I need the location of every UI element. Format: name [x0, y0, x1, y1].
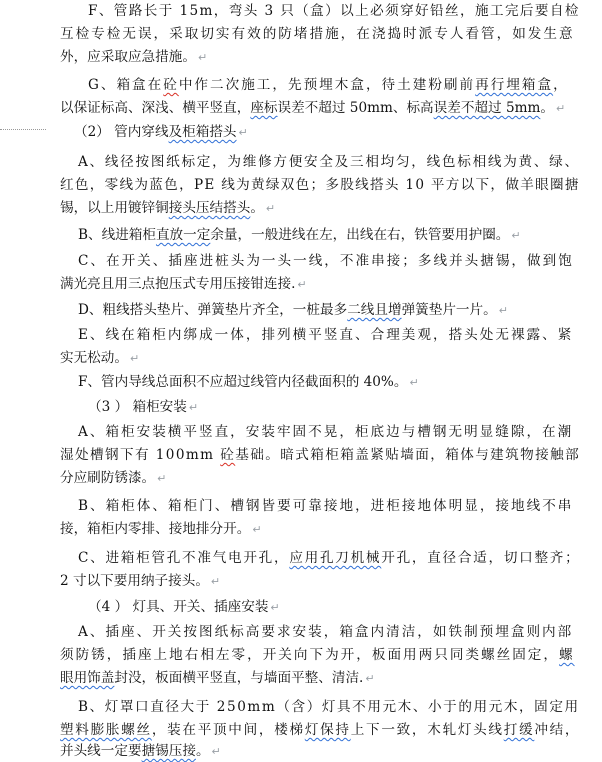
line-text: D、粗线搭头垫片、弹簧垫片齐全，一桩最多 [78, 302, 348, 318]
text-line [60, 47, 207, 67]
text-line [78, 422, 573, 442]
line-text: A、插座、开关按图纸标高要求安装，箱盒内清洁，如铁制预埋盒则内部 [78, 624, 574, 640]
paragraph-mark-icon: ↵ [252, 523, 262, 536]
text-line [88, 1, 580, 21]
text-line [78, 622, 573, 642]
line-text: B、箱柜体、箱柜门、槽钢皆要可靠接地，进柜接地体明显，接地线不串 [78, 498, 574, 514]
text-line [88, 597, 280, 617]
paragraph-mark-icon: ↵ [129, 352, 140, 365]
line-text: C、进箱柜管孔不准气电开孔， [78, 550, 290, 566]
paragraph-mark-icon: ↵ [270, 601, 280, 614]
line-text: 外，应采取应急措施。 [60, 49, 196, 65]
text-line [88, 75, 569, 95]
line-text: F、管内导线总面积不应超过线管内径截面积的 40%。 [78, 374, 408, 390]
text-line [78, 372, 419, 392]
line-text: A、箱柜安装横平竖直，安装牢固不晃，柜底边与槽钢无明显缝隙，在潮 [78, 424, 574, 440]
underlined-text: 座标 [250, 100, 278, 116]
paragraph-mark-icon: ↵ [238, 126, 248, 139]
line-text: 分应刷防锈漆。 [60, 470, 156, 486]
line-text: 误差不超过 50mm、标高 [277, 100, 434, 116]
line-text: C、在开关、插座进桩头为一头一线，不准串接；多线并头搪锡，做到饱 [78, 253, 574, 269]
text-line [78, 152, 580, 172]
line-text: 互检专检无误，采取切实有效的防堵措施，在浇捣时派专人看管，如发生意 [60, 26, 575, 42]
line-text: 满光亮且用三点抱压式专用压接钳连接. [60, 276, 296, 292]
section-divider-dots [0, 129, 46, 130]
line-text: 。 [250, 200, 264, 216]
underlined-text: 眼用饰盖 [60, 670, 115, 686]
text-line [88, 397, 198, 417]
line-text: 红色，零线为蓝色，PE 线为黄绿双色；多股线搭头 10 平方以下，做羊眼圈搪 [60, 177, 580, 193]
line-text: 并头线一定要 [60, 743, 142, 759]
line-text: 余量，一般进线在左，出线在右，铁管要用护圈。 [210, 227, 510, 243]
text-line [78, 251, 574, 271]
underlined-text: 灯保持 [304, 722, 351, 738]
text-line [60, 668, 375, 688]
text-line [60, 445, 580, 465]
text-line [74, 122, 248, 142]
line-text: 弹簧垫片一片。 [401, 302, 497, 318]
line-text: 实无松动。 [60, 350, 128, 366]
underlined-text: 螺 [559, 647, 575, 663]
text-line [60, 198, 275, 218]
paragraph-mark-icon: ↵ [210, 575, 221, 588]
paragraph-mark-icon: ↵ [265, 202, 276, 215]
line-text: 2 寸以下要用纳子接头。 [60, 573, 209, 589]
paragraph-mark-icon: ↵ [365, 672, 375, 685]
line-text: A、线径按图纸标定，为维修方便安全及三相均匀，线色标相线为黄、绿、 [78, 154, 580, 170]
paragraph-mark-icon: ↵ [297, 278, 307, 291]
underlined-text: 塑料膨胀螺丝 [60, 722, 152, 738]
underlined-text: 再行埋箱盒 [475, 77, 554, 93]
text-line [60, 741, 221, 761]
line-text: 。 [540, 100, 554, 116]
text-line [60, 519, 262, 539]
underlined-text: 直放一定 [155, 227, 211, 243]
line-text: 基础。暗式箱柜箱盖紧贴墙面，箱体与建筑物接触部 [235, 447, 581, 463]
text-line [60, 24, 575, 44]
text-line [78, 548, 580, 568]
underlined-text: 及柜箱搭头 [168, 124, 237, 140]
underlined-text: 打缓 [503, 722, 535, 738]
line-text: 接，箱柜内零排、接地排分开。 [60, 521, 251, 537]
text-line [60, 175, 580, 195]
text-line [60, 98, 565, 118]
paragraph-mark-icon: ↵ [498, 304, 508, 317]
paragraph-mark-icon: ↵ [555, 102, 566, 115]
text-line [60, 645, 575, 665]
line-text: ，装在平顶中间，楼梯 [151, 722, 305, 738]
line-text: ， [553, 77, 569, 93]
text-line [78, 300, 508, 320]
line-text: 。 [195, 743, 210, 759]
line-text: 开孔，直径合适，切口整齐； [381, 550, 581, 566]
line-text: （2） 管内穿线 [74, 124, 169, 140]
line-text: 封没，板面横平竖直，与墙面平整、清洁. [114, 670, 364, 686]
underlined-text: 搪锡压接 [141, 743, 196, 759]
text-line [60, 720, 580, 740]
underlined-text: 应用孔刀机械 [289, 550, 382, 566]
paragraph-mark-icon: ↵ [188, 401, 199, 414]
paragraph-mark-icon: ↵ [211, 745, 221, 758]
line-text: B、灯罩口直径大于 250mm（含）灯具不用元木、小于的用元木，固定用 [78, 699, 580, 715]
underlined-text: 接头压结搭头 [168, 200, 251, 216]
line-text: （4 ） 灯具、开关、插座安装 [88, 599, 269, 615]
text-line [60, 571, 220, 591]
line-text: 湿处槽钢下有 100mm [60, 447, 221, 463]
paragraph-mark-icon: ↵ [157, 472, 167, 485]
text-line [78, 496, 573, 516]
text-line [60, 274, 307, 294]
line-text: （3 ） 箱柜安装 [88, 399, 187, 415]
line-text: G、箱盒在 [88, 77, 164, 93]
line-text: B、线进箱柜 [78, 227, 156, 243]
text-line [78, 697, 580, 717]
paragraph-mark-icon: ↵ [197, 51, 208, 64]
text-line [60, 468, 166, 488]
paragraph-mark-icon: ↵ [409, 376, 419, 389]
underlined-text: 误差不超过 5mm [433, 100, 541, 116]
paragraph-mark-icon: ↵ [511, 229, 521, 242]
text-line [60, 348, 139, 368]
underlined-text: 砼 [220, 447, 236, 463]
text-line [78, 325, 573, 345]
line-text: F、管路长于 15m，弯头 3 只（盒）以上必须穿好铅丝，施工完后要自检 [88, 3, 580, 19]
text-line [78, 225, 521, 245]
line-text: 冲结， [534, 722, 581, 738]
line-text: 须防锈，插座上地右相左零，开关向下为开，板面用两只同类螺丝固定， [60, 647, 559, 663]
underlined-text: 砼 [163, 77, 179, 93]
line-text: 中作二次施工，先预埋木盒，待土建粉刷前 [178, 77, 476, 93]
line-text: 上下一致，木轧灯头线 [350, 722, 504, 738]
line-text: 锡，以上用镀锌铜 [60, 200, 169, 216]
line-text: 以保证标高、深浅、横平竖直， [60, 100, 251, 116]
underlined-text: 二线且增 [347, 302, 402, 318]
line-text: E、线在箱柜内绑成一体，排列横平竖直、合理美观，搭头处无裸露、紧 [78, 327, 574, 343]
